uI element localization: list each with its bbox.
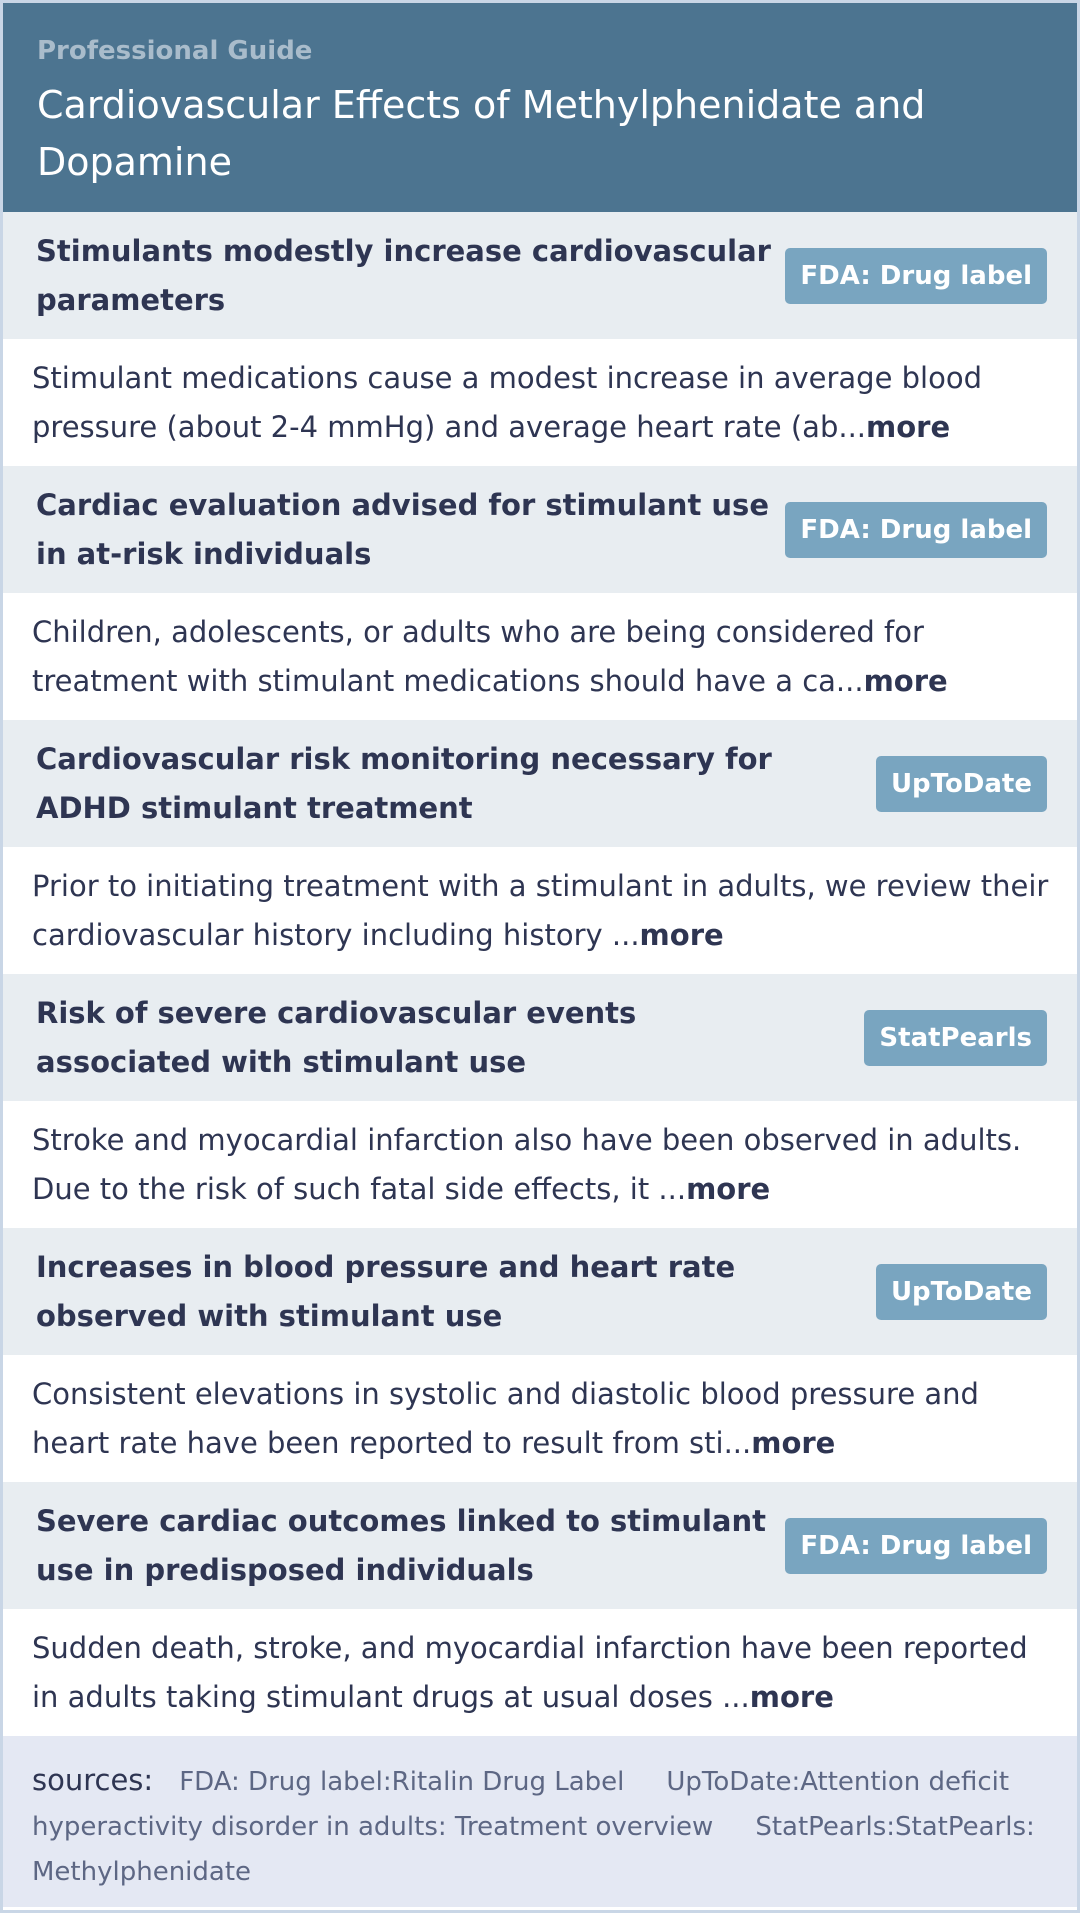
more-link[interactable]: more [866, 410, 951, 444]
guide-title: Cardiovascular Effects of Methylphenidate and Dopamine [37, 83, 926, 184]
finding-heading-row [3, 466, 1077, 593]
finding-excerpt [32, 608, 1053, 706]
sources-footer [3, 1736, 1077, 1907]
guide-eyebrow: Professional Guide [37, 36, 313, 66]
finding-heading: Cardiac evaluation advised for stimulant use in at-risk individuals [36, 487, 769, 571]
excerpt-text: Prior to initiating treatment with a stimulant in adults, we review their cardiovascular history including history ... [32, 869, 1049, 952]
more-link[interactable]: more [863, 664, 948, 698]
source-title: Ritalin Drug Label [391, 1767, 625, 1797]
finding-heading-row [3, 1482, 1077, 1609]
finding-excerpt-row [3, 593, 1077, 720]
source-badge[interactable]: UpToDate [876, 756, 1047, 812]
finding-heading-row [3, 212, 1077, 339]
finding-excerpt-row [3, 1101, 1077, 1228]
source-badge[interactable]: FDA: Drug label [785, 502, 1047, 558]
finding-excerpt [32, 862, 1053, 960]
source-publisher: FDA: Drug label [179, 1767, 383, 1797]
finding-heading-row [3, 974, 1077, 1101]
excerpt-text: Sudden death, stroke, and myocardial infarction have been reported in adults taking stimulant drugs at usual doses ... [32, 1631, 1028, 1714]
finding-heading-row [3, 720, 1077, 847]
more-link[interactable]: more [639, 918, 724, 952]
excerpt-text: Stroke and myocardial infarction also have been observed in adults. Due to the risk of such fatal side effects, it ... [32, 1123, 1022, 1206]
source-publisher: UpToDate [666, 1767, 792, 1797]
guide-header [3, 3, 1077, 212]
finding-excerpt-row [3, 1609, 1077, 1736]
source-link[interactable]: FDA: Drug label:Ritalin Drug Label [179, 1767, 625, 1797]
finding-heading: Increases in blood pressure and heart rate observed with stimulant use [36, 1249, 736, 1333]
source-badge[interactable]: StatPearls [864, 1010, 1047, 1066]
finding-excerpt [32, 1116, 1053, 1214]
excerpt-text: Stimulant medications cause a modest increase in average blood pressure (about 2-4 mmHg) and average heart rate (ab... [32, 361, 983, 444]
source-title: StatPearls: Methylphenidate [32, 1812, 1035, 1887]
finding-excerpt [32, 1370, 1053, 1468]
excerpt-text: Consistent elevations in systolic and diastolic blood pressure and heart rate have been reported to result from sti... [32, 1377, 979, 1460]
source-link[interactable]: UpToDate:Attention deficit hyperactivity disorder in adults: Treatment overview [32, 1767, 1010, 1842]
more-link[interactable]: more [686, 1172, 771, 1206]
finding-excerpt-row [3, 339, 1077, 466]
finding-excerpt-row [3, 847, 1077, 974]
source-badge[interactable]: UpToDate [876, 1264, 1047, 1320]
finding-heading: Risk of severe cardiovascular events associated with stimulant use [36, 995, 637, 1079]
finding-heading: Cardiovascular risk monitoring necessary for ADHD stimulant treatment [36, 741, 772, 825]
finding-heading-row [3, 1228, 1077, 1355]
finding-excerpt-row [3, 1355, 1077, 1482]
more-link[interactable]: more [749, 1680, 834, 1714]
source-title: Attention deficit hyperactivity disorder in adults: Treatment overview [32, 1767, 1010, 1842]
more-link[interactable]: more [751, 1426, 836, 1460]
source-publisher: StatPearls [755, 1812, 887, 1842]
finding-heading: Severe cardiac outcomes linked to stimulant use in predisposed individuals [36, 1503, 766, 1587]
source-badge[interactable]: FDA: Drug label [785, 248, 1047, 304]
finding-heading: Stimulants modestly increase cardiovascular parameters [36, 233, 771, 317]
sources-label: sources: [32, 1763, 154, 1797]
finding-excerpt [32, 354, 1053, 452]
excerpt-text: Children, adolescents, or adults who are being considered for treatment with stimulant medications should have a ca... [32, 615, 924, 698]
source-link[interactable]: StatPearls:StatPearls: Methylphenidate [32, 1812, 1035, 1887]
source-badge[interactable]: FDA: Drug label [785, 1518, 1047, 1574]
finding-excerpt [32, 1624, 1053, 1722]
